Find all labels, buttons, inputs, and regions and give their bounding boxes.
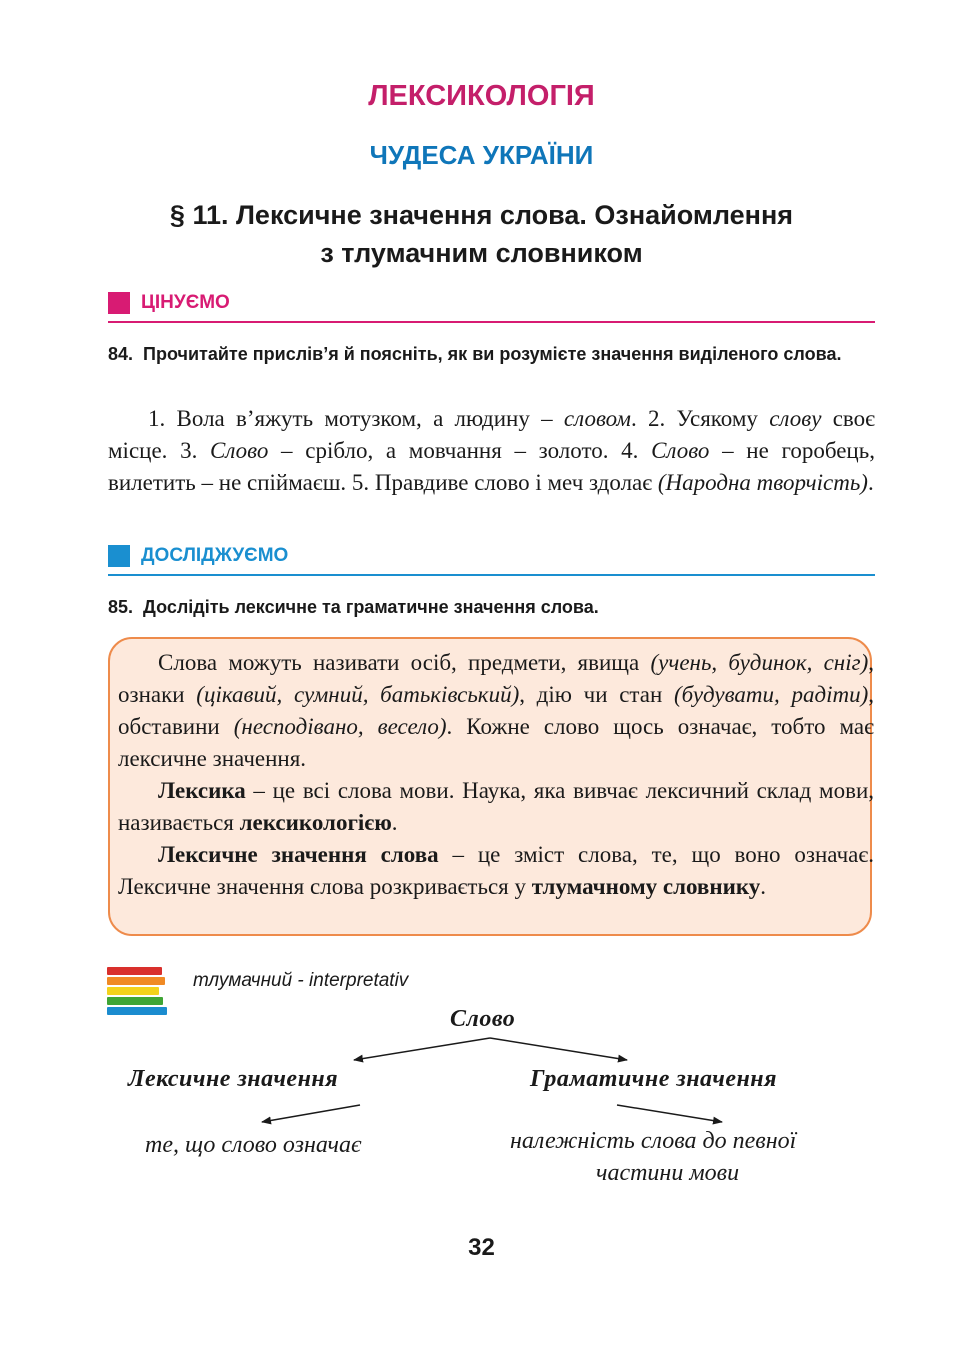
task-85-instruction [108,593,875,621]
section-values-rule [108,321,875,323]
chapter-title: ЛЕКСИКОЛОГІЯ [368,80,595,112]
scheme-right-meaning-line1: належність слова до певної [510,1128,797,1154]
rule-text: , ознаки [118,650,874,707]
arrow-to-grammatical [490,1038,627,1060]
rule-example: (цікавий, сумний, батьківський) [196,682,520,707]
highlighted-word: слову [769,406,822,431]
rule-term: Лексика [158,778,246,803]
rule-text: . [391,810,398,835]
highlighted-word: Слово [651,438,710,463]
source-note: (Народна творчість) [657,470,868,495]
proverb-text: – не горобець, вилетить – не спіймаєш. 5. Правдиве слово і меч здолає [108,438,875,495]
scheme-arrows [0,1000,963,1220]
rule-term: тлумачному словнику [531,874,761,899]
arrow-to-grammatical-meaning [617,1105,722,1122]
section-research-rule [108,574,875,576]
proverb-text: 1. Вола в’яжуть мотузком, а людину – [148,406,564,431]
highlighted-word: словом [563,406,631,431]
rule-term: лексикологією [239,810,392,835]
scheme-right-branch: Граматичне значення [530,1066,777,1092]
proverb-text: своє місце. 3. [108,406,875,463]
rule-paragraph-3 [118,839,874,903]
proverbs-text [108,403,875,499]
task-84-number: 84. [108,344,134,364]
proverb-text: . [867,470,874,495]
task-84-text: Прочитайте прислів’я й поясніть, як ви розумієте значення виділеного слова. [143,344,842,364]
proverb-text: . 2. Усякому [630,406,770,431]
scheme-root: Слово [450,1006,516,1032]
section-values-header [108,290,875,320]
section-research-label: ДОСЛІДЖУЄМО [141,545,289,566]
topic-title: ЧУДЕСА УКРАЇНИ [369,140,594,170]
rule-text: , обставини [118,682,874,739]
highlighted-word: Слово [210,438,269,463]
section-values-label: ЦІНУЄМО [141,292,230,313]
paragraph-title-line2: з тлумачним словником [320,238,643,268]
rule-text: , дію чи стан [519,682,674,707]
paragraph-title-line1: § 11. Лексичне значення слова. Ознайомлення [169,200,794,230]
magenta-square-icon [108,292,130,314]
paragraph-title [60,196,903,272]
word-meaning-scheme [0,1000,963,1220]
scheme-left-branch: Лексичне значення [128,1066,339,1092]
page-number: 32 [468,1234,495,1261]
rule-box-text [118,647,874,903]
rule-example: (несподівано, весело) [233,714,447,739]
proverb-text: – срібло, а мовчання – золото. 4. [268,438,652,463]
scheme-left-meaning: те, що слово означає [145,1132,362,1158]
rule-text: . [760,874,767,899]
glossary-entry: тлумачний - interpretativ [193,970,409,991]
arrow-to-lexical-meaning [262,1105,360,1122]
rule-text: – це зміст слова, те, що воно означає. Лексичне значення слова розкривається у [118,842,874,899]
rule-example: (будувати, радіти) [673,682,869,707]
arrow-to-lexical [354,1038,490,1060]
section-research-header [108,543,875,573]
scheme-right-meaning-line2: частини мови [596,1160,740,1186]
rule-example: (учень, будинок, сніг) [650,650,869,675]
rule-text: . Кожне слово щось означає, тобто має лексичне значення. [118,714,874,771]
rule-box [108,637,872,936]
task-85-text: Дослідіть лексичне та граматичне значення слова. [143,597,599,617]
rule-paragraph-2 [118,775,874,839]
rule-paragraph-1 [118,647,874,775]
rule-text: – це всі слова мови. Наука, яка вивчає лексичний склад мови, називається [118,778,874,835]
blue-square-icon [108,545,130,567]
rule-text: Слова можуть називати осіб, предмети, явища [158,650,651,675]
task-85-number: 85. [108,597,134,617]
rule-term: Лексичне значення слова [158,842,439,867]
task-84-instruction [108,340,875,368]
